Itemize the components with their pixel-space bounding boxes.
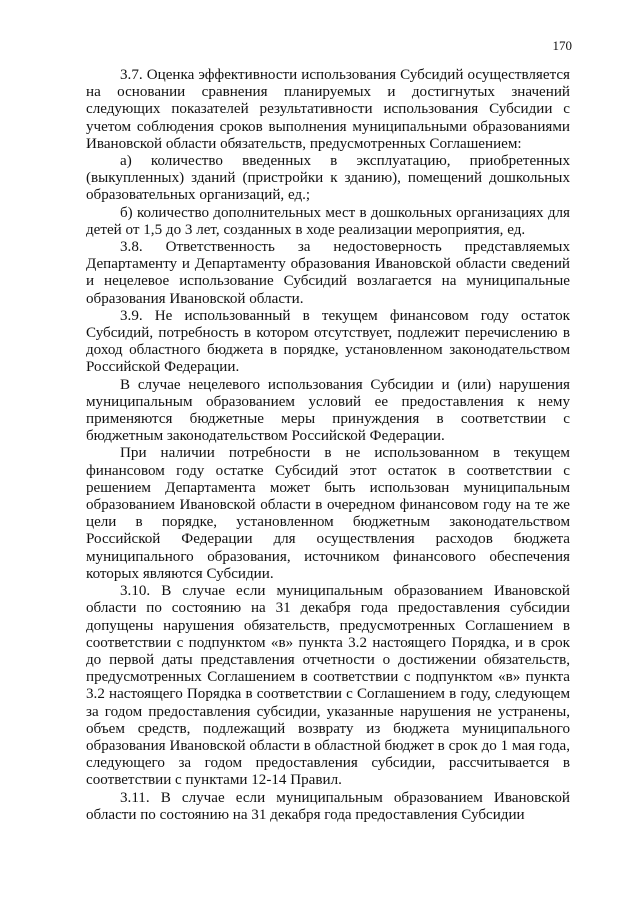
- list-item-a: а) количество введенных в эксплуатацию, приобретенных (выкупленных) зданий (пристройки к зданию), помещений дошкольных образовательных организаций, ед.;: [86, 153, 570, 204]
- paragraph-3-8: 3.8. Ответственность за недостоверность представляемых Департаменту и Департаменту образования Ивановской области сведений и нецелевое использование Субсидий возлагается на муниципальные образования Ивановской области.: [86, 239, 570, 307]
- paragraph-misuse: В случае нецелевого использования Субсидии и (или) нарушения муниципальным образованием условий ее предоставления к нему применяются бюджетные меры принуждения в соответствии с бюджетным законодательством Российской Федерации.: [86, 376, 570, 445]
- paragraph-remainder: При наличии потребности в не использованном в текущем финансовом году остатке Субсидий этот остаток в соответствии с решением Департамента может быть использован муниципальным образованием Ивановской области в очередном финансовом году на те же цели в порядке, установленном бюджетным законодательством Российской Федерации для осуществления расходов бюджета муниципального образования, источником финансового обеспечения которых являются Субсидии.: [86, 445, 570, 582]
- paragraph-3-7: 3.7. Оценка эффективности использования Субсидий осуществляется на основании сравнения планируемых и достигнутых значений следующих показателей результативности использования Субсидии с учетом соблюдения сроков выполнения муниципальными образованиями Ивановской области обязательств, предусмотренных Соглашением:: [86, 67, 570, 152]
- paragraph-3-10: 3.10. В случае если муниципальным образованием Ивановской области по состоянию на 31 декабря года предоставления субсидии допущены нарушения обязательств, предусмотренных Соглашением в соответствии с подпунктом «в» пункта 3.2 настоящего Порядка, и в срок до первой даты представления отчетности о достижении обязательств, предусмотренных Соглашением в соответствии с подпунктом «в» пункта 3.2 настоящего Порядка в соответствии с Соглашением в году, следующем за годом предоставления субсидии, указанные нарушения не устранены, объем средств, подлежащий возврату из бюджета муниципального образования Ивановской области в областной бюджет в срок до 1 мая года, следующего за годом предоставления субсидии, рассчитывается в соответствии с пунктами 12-14 Правил.: [86, 583, 570, 789]
- paragraph-3-9: 3.9. Не использованный в текущем финансовом году остаток Субсидий, потребность в котором отсутствует, подлежит перечислению в доход областного бюджета в порядке, установленном законодательством Российской Федерации.: [86, 307, 570, 376]
- list-item-b: б) количество дополнительных мест в дошкольных организациях для детей от 1,5 до 3 лет, созданных в ходе реализации мероприятия, ед.: [86, 204, 570, 238]
- paragraph-3-11: 3.11. В случае если муниципальным образованием Ивановской области по состоянию на 31 декабря года предоставления Субсидии: [86, 789, 570, 823]
- document-body: [86, 67, 570, 824]
- page-number: 170: [552, 38, 572, 53]
